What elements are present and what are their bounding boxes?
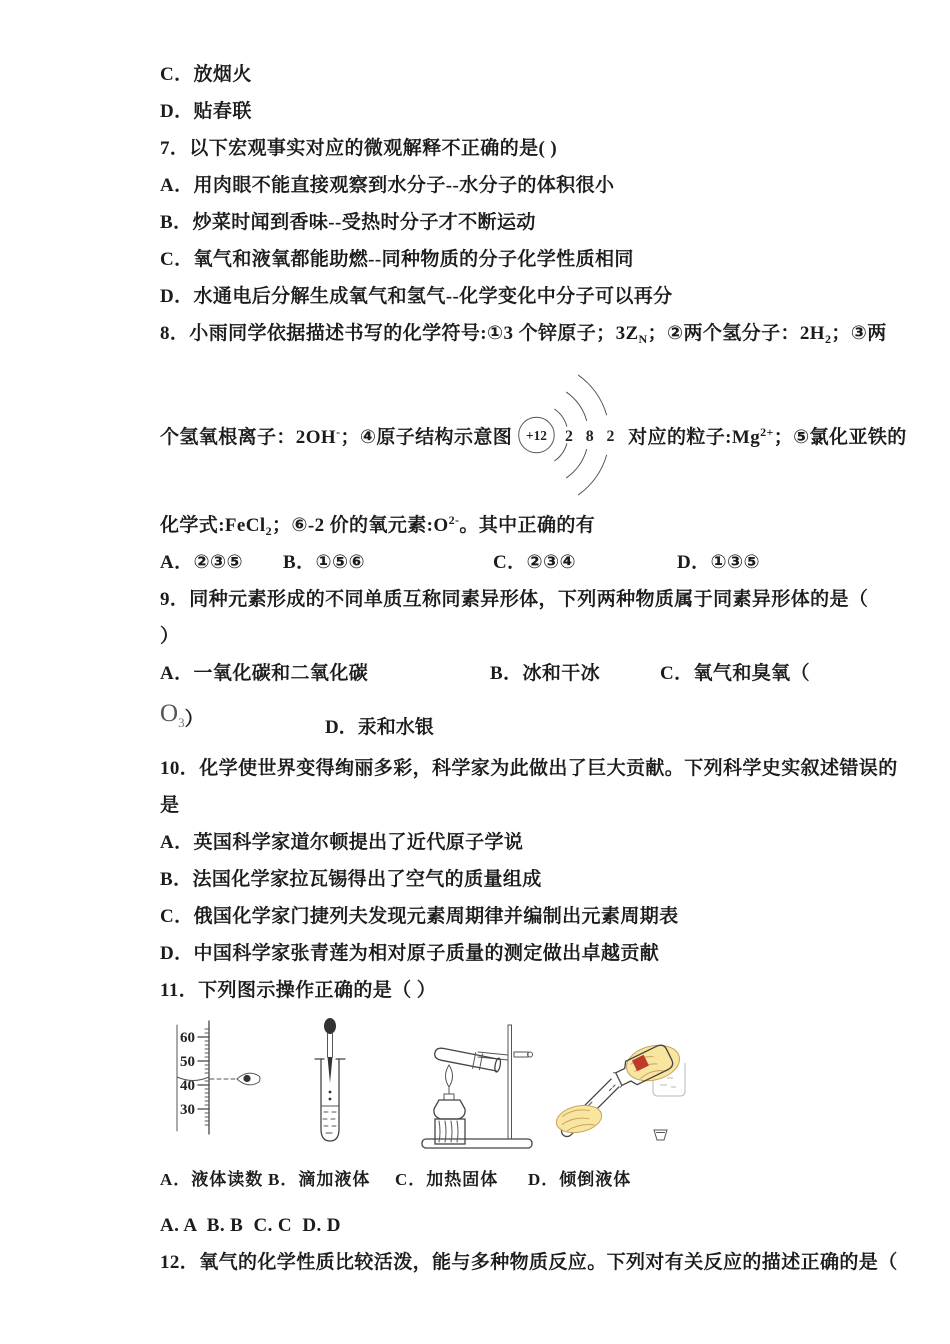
q9-stem-line1: 9．同种元素形成的不同单质互称同素异形体，下列两种物质属于同素异形体的是（ — [160, 589, 869, 610]
q7-option-c: C．氧气和液氧都能助燃--同种物质的分子化学性质相同 — [160, 249, 634, 270]
q10-option-c: C．俄国化学家门捷列夫发现元素周期律并编制出元素周期表 — [160, 906, 679, 927]
q9-option-d: D．汞和水银 — [325, 717, 434, 738]
q9-stem-line2: ） — [160, 626, 180, 647]
bottle-stopper — [654, 1130, 667, 1140]
prev-question-option-d: D．贴春联 — [160, 101, 252, 122]
q9-options-row — [160, 663, 810, 685]
q8-options-row — [160, 552, 800, 574]
cylinder-scale-60: 60 — [180, 1030, 195, 1046]
q9-option-a: A．一氧化碳和二氧化碳 — [160, 663, 369, 684]
alcohol-lamp — [434, 1065, 465, 1144]
q8-stem-line1: 8．小雨同学依据描述书写的化学符号:①3 个锌原子；$3Z_N$；②两个氢分子：$2H_2$；③两 — [160, 323, 887, 346]
atom-shell-1-electrons: 2 — [565, 427, 574, 445]
caption-adding-liquid: B．滴加液体 — [268, 1170, 371, 1189]
closing-bracket: ） — [184, 709, 204, 730]
q9-option-c-formula-line — [160, 700, 800, 740]
caption-liquid-reading: A．液体读数 — [160, 1170, 264, 1189]
q7-option-d: D．水通电后分解生成氧气和氢气--化学变化中分子可以再分 — [160, 286, 673, 307]
q10-option-a: A．英国科学家道尔顿提出了近代原子学说 — [160, 832, 524, 853]
measuring-cylinder-figure — [165, 1021, 265, 1136]
dropper-testtube-figure — [301, 1017, 359, 1147]
atom-nucleus-charge: +12 — [526, 427, 548, 443]
q8-option-b: B．①⑤⑥ — [283, 552, 365, 573]
cylinder-scale-50: 50 — [180, 1054, 195, 1070]
atom-shell-2-electrons: 8 — [585, 427, 594, 445]
q8-stem-line3: 化学式:FeCl$_2$；⑥-2 价的氧元素$:O^{2-}$。其中正确的有 — [160, 513, 596, 538]
q8-stem-line2 — [160, 361, 907, 509]
prev-question-option-c: C．放烟火 — [160, 64, 252, 85]
cylinder-scale-40: 40 — [180, 1078, 195, 1094]
hand-holding-bottle — [623, 1040, 684, 1086]
pouring-liquid-figure — [553, 1033, 691, 1145]
ozone-formula: $O_3$ — [160, 700, 185, 730]
q7-stem: 7．以下宏观事实对应的微观解释不正确的是( ) — [160, 138, 558, 159]
q8-stem-line2-pre: 个氢氧根离子：2OH-；④原子结构示意图 — [160, 424, 513, 448]
q8-option-c: C．②③④ — [493, 552, 576, 573]
heating-stand-figure — [418, 1019, 536, 1151]
q10-stem-line1: 10．化学使世界变得绚丽多彩，科学家为此做出了巨大贡献。下列科学史实叙述错误的 — [160, 758, 898, 779]
eye-icon — [237, 1073, 260, 1085]
q8-option-d: D．①③⑤ — [677, 552, 760, 573]
q9-option-b: B．冰和干冰 — [490, 663, 601, 684]
atomic-structure-diagram — [514, 361, 626, 509]
atom-shell-3-electrons: 2 — [606, 427, 615, 445]
q12-stem: 12．氧气的化学性质比较活泼，能与多种物质反应。下列对有关反应的描述正确的是（ — [160, 1252, 898, 1273]
q11-figures — [160, 1017, 800, 1157]
test-tube — [433, 1045, 501, 1073]
q7-option-b: B．炒菜时闻到香味--受热时分子才不断运动 — [160, 212, 536, 233]
q11-answer-row: A. A B. B C. C D. D — [160, 1215, 341, 1236]
q11-stem: 11．下列图示操作正确的是（ ） — [160, 980, 437, 1001]
caption-heating-solid: C．加热固体 — [395, 1170, 499, 1189]
q10-option-b: B．法国化学家拉瓦锡得出了空气的质量组成 — [160, 869, 542, 890]
cylinder-scale-30: 30 — [180, 1102, 195, 1118]
q11-figure-captions — [160, 1165, 800, 1189]
q10-option-d: D．中国科学家张青莲为相对原子质量的测定做出卓越贡献 — [160, 943, 660, 964]
q8-stem-line2-post: 对应的粒子$:Mg^{2+}$；⑤氯化亚铁的 — [628, 424, 907, 448]
caption-pouring-liquid: D．倾倒液体 — [528, 1170, 632, 1189]
q7-option-a: A．用肉眼不能直接观察到水分子--水分子的体积很小 — [160, 175, 615, 196]
q9-option-c: C．氧气和臭氧（ — [660, 663, 810, 684]
q10-stem-line2: 是 — [160, 795, 180, 816]
q8-option-a: A．②③⑤ — [160, 552, 243, 573]
